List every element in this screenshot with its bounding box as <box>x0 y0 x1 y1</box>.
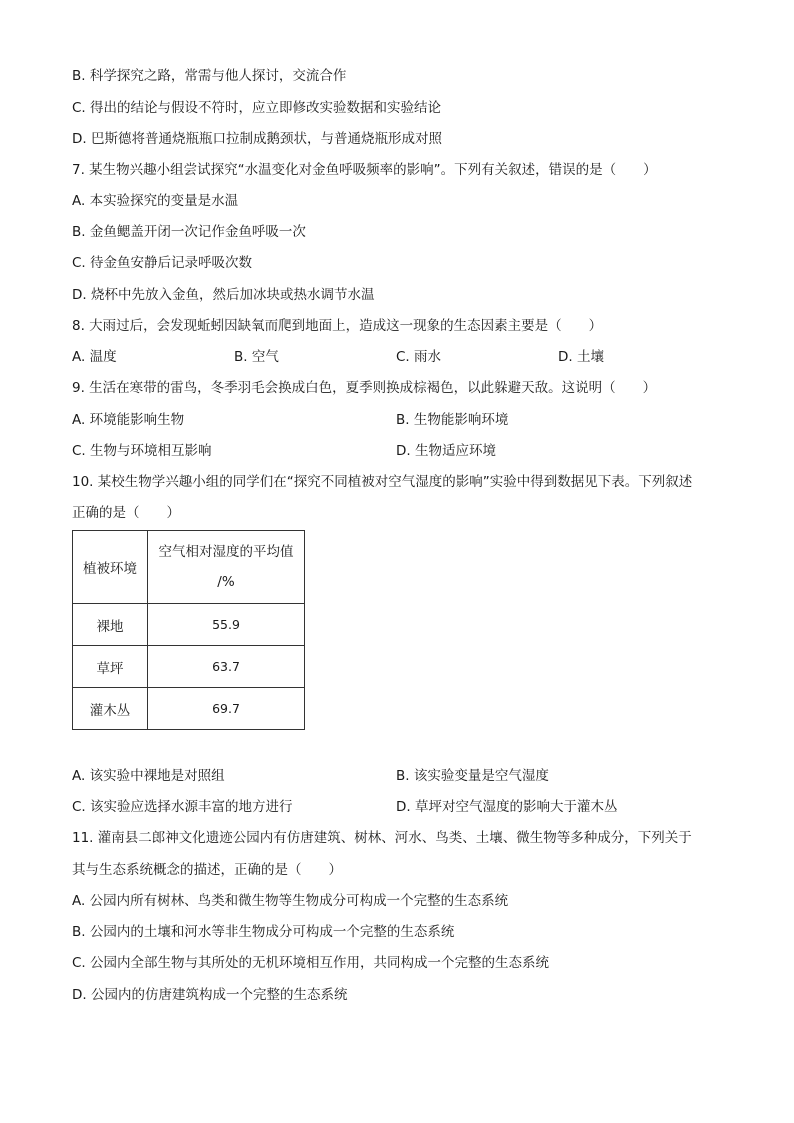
question-8-option-b: B. 空气 <box>234 349 279 365</box>
question-9-option-a: A. 环境能影响生物 <box>72 412 185 428</box>
question-10-option-a: A. 该实验中裸地是对照组 <box>72 768 225 784</box>
table-header-humidity-line-1: 空气相对湿度的平均值 <box>158 544 294 560</box>
table-cell-value: 69.7 <box>148 688 305 730</box>
table-cell-env: 灌木丛 <box>73 688 148 730</box>
table-header-humidity <box>148 531 305 604</box>
table-cell-env: 草坪 <box>73 646 148 688</box>
table-row <box>73 688 305 730</box>
table-row <box>73 646 305 688</box>
question-9-option-d: D. 生物适应环境 <box>396 443 496 459</box>
table-cell-value: 63.7 <box>148 646 305 688</box>
question-8-stem: 8. 大雨过后，会发现蚯蚓因缺氧而爬到地面上，造成这一现象的生态因素主要是（ ） <box>72 318 603 334</box>
question-8-option-d: D. 土壤 <box>558 349 604 365</box>
question-7-option-c: C. 待金鱼安静后记录呼吸次数 <box>72 255 253 271</box>
question-9-option-b: B. 生物能影响环境 <box>396 412 509 428</box>
question-10-option-b: B. 该实验变量是空气湿度 <box>396 768 549 784</box>
table-header-humidity-line-2: /% <box>217 574 235 590</box>
question-10-stem-line-2: 正确的是（ ） <box>72 505 180 521</box>
question-11-stem-line-1: 11. 灌南县二郎神文化遗迹公园内有仿唐建筑、树林、河水、鸟类、土壤、微生物等多种成分，下列关于 <box>72 830 692 846</box>
question-7-option-d: D. 烧杯中先放入金鱼，然后加冰块或热水调节水温 <box>72 287 375 303</box>
question-11-option-d: D. 公园内的仿唐建筑构成一个完整的生态系统 <box>72 987 348 1003</box>
question-9-stem: 9. 生活在寒带的雷鸟，冬季羽毛会换成白色，夏季则换成棕褐色，以此躲避天敌。这说明（ ） <box>72 380 657 396</box>
question-8-option-c: C. 雨水 <box>396 349 442 365</box>
question-10-option-d: D. 草坪对空气湿度的影响大于灌木丛 <box>396 799 618 815</box>
question-7-stem: 7. 某生物兴趣小组尝试探究“水温变化对金鱼呼吸频率的影响”。下列有关叙述，错误的是（ ） <box>72 162 657 178</box>
question-11-stem-line-2: 其与生态系统概念的描述，正确的是（ ） <box>72 862 342 878</box>
question-11-option-a: A. 公园内所有树林、鸟类和微生物等生物成分可构成一个完整的生态系统 <box>72 893 509 909</box>
option-b-text: B. 科学探究之路，常需与他人探讨，交流合作 <box>72 68 347 84</box>
question-7-option-a: A. 本实验探究的变量是水温 <box>72 193 239 209</box>
question-8-option-a: A. 温度 <box>72 349 117 365</box>
table-cell-env: 裸地 <box>73 604 148 646</box>
question-7-option-b: B. 金鱼鳃盖开闭一次记作金鱼呼吸一次 <box>72 224 306 240</box>
question-11-option-b: B. 公园内的土壤和河水等非生物成分可构成一个完整的生态系统 <box>72 924 455 940</box>
table-cell-value: 55.9 <box>148 604 305 646</box>
table-row <box>73 604 305 646</box>
question-10-stem-line-1: 10. 某校生物学兴趣小组的同学们在“探究不同植被对空气湿度的影响”实验中得到数据见下表。下列叙述 <box>72 474 693 490</box>
option-c-text: C. 得出的结论与假设不符时，应立即修改实验数据和实验结论 <box>72 100 442 116</box>
table-header-row <box>73 531 305 604</box>
humidity-data-table <box>72 530 305 730</box>
table-header-env: 植被环境 <box>73 531 148 604</box>
question-9-option-c: C. 生物与环境相互影响 <box>72 443 212 459</box>
question-10-option-c: C. 该实验应选择水源丰富的地方进行 <box>72 799 293 815</box>
option-d-text: D. 巴斯德将普通烧瓶瓶口拉制成鹅颈状，与普通烧瓶形成对照 <box>72 131 442 147</box>
question-11-option-c: C. 公园内全部生物与其所处的无机环境相互作用，共同构成一个完整的生态系统 <box>72 955 550 971</box>
